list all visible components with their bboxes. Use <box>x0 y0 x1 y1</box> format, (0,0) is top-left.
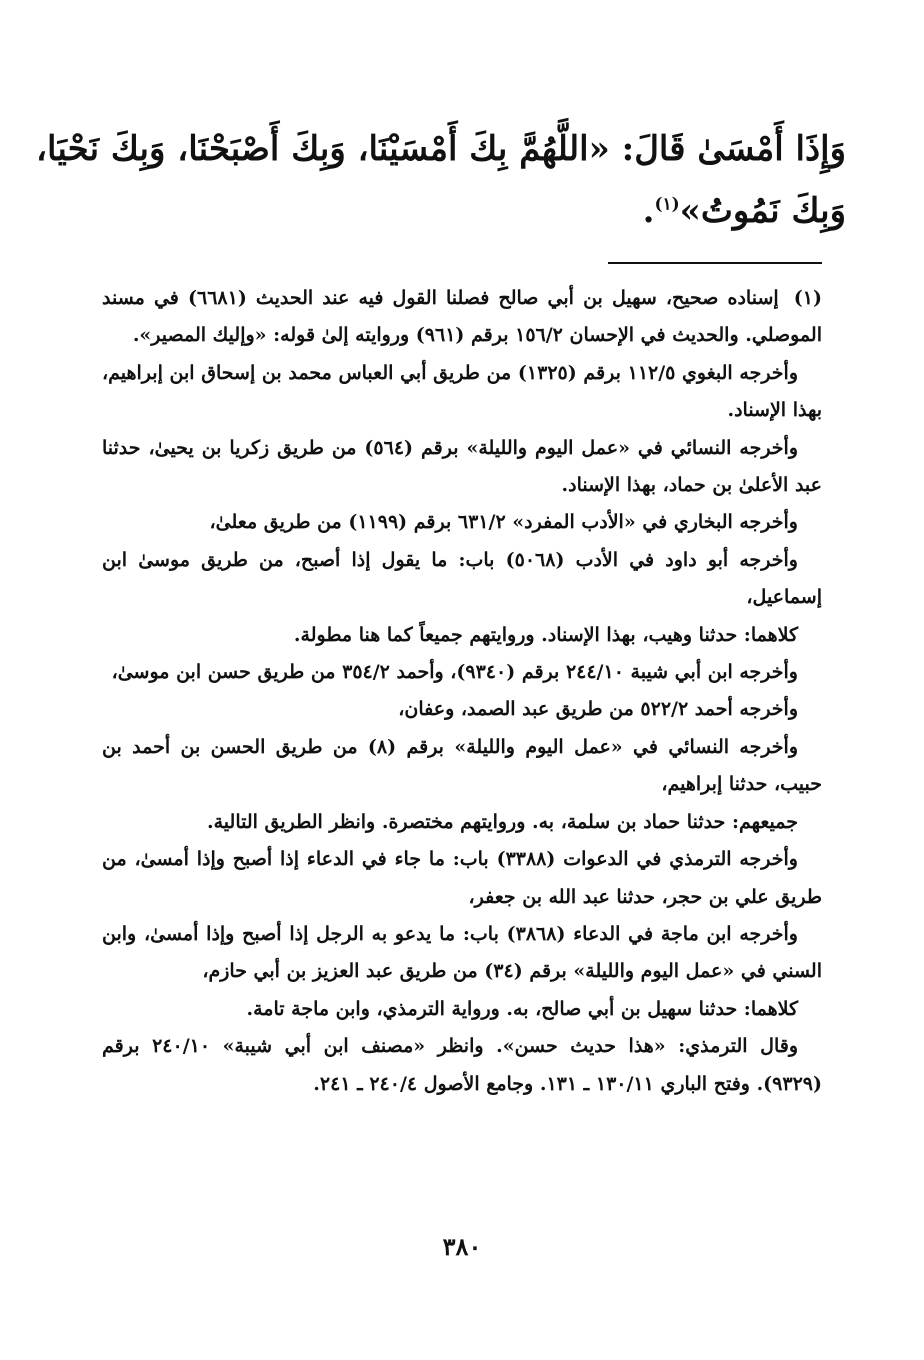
footnote-paragraph: وأخرجه البخاري في «الأدب المفرد» ٦٣١/٢ برقم (١١٩٩) من طريق معلىٰ، <box>209 511 798 534</box>
footnote-reference: (١) <box>654 194 680 215</box>
hadith-line-1: وَإِذَا أَمْسَىٰ قَالَ: «اللَّهُمَّ بِكَ أَمْسَيْنَا، وَبِكَ أَصْبَحْنَا، وَبِكَ نَحْيَا، <box>36 129 846 169</box>
footnote-paragraph: كلاهما: حدثنا سهيل بن أبي صالح، به. ورواية الترمذي، وابن ماجة تامة. <box>246 997 798 1020</box>
hadith-line-2-end: . <box>642 191 655 231</box>
footnote-paragraph: وأخرجه أحمد ٥٢٢/٢ من طريق عبد الصمد، وعفان، <box>398 698 798 721</box>
footnote-paragraph: وأخرجه الترمذي في الدعوات (٣٣٨٨) باب: ما جاء في الدعاء إذا أصبح وإذا أمسىٰ، من طريق علي بن حجر، حدثنا عبد الله بن جعفر، <box>102 848 822 908</box>
hadith-line-2 <box>86 180 846 242</box>
footnote-paragraph: وأخرجه ابن ماجة في الدعاء (٣٨٦٨) باب: ما يدعو به الرجل إذا أصبح وإذا أمسىٰ، وابن السني في «عمل اليوم والليلة» برقم (٣٤) من طريق عبد العزيز بن أبي حازم، <box>102 922 822 983</box>
hadith-text <box>36 118 846 242</box>
footnote-paragraph: كلاهما: حدثنا وهيب، بهذا الإسناد. وروايتهم جميعاً كما هنا مطولة. <box>293 623 798 646</box>
hadith-line-2-text: وَبِكَ نَمُوتُ» <box>679 191 846 231</box>
footnote-paragraph: وأخرجه ابن أبي شيبة ٢٤٤/١٠ برقم (٩٣٤٠)، وأحمد ٣٥٤/٢ من طريق حسن ابن موسىٰ، <box>111 661 798 684</box>
footnote-paragraph: وأخرجه أبو داود في الأدب (٥٠٦٨) باب: ما يقول إذا أصبح، من طريق موسىٰ ابن إسماعيل، <box>102 548 822 609</box>
page-number: ٣٨٠ <box>442 1232 482 1261</box>
footnote-paragraph: وقال الترمذي: «هذا حديث حسن». وانظر «مصنف ابن أبي شيبة» ٢٤٠/١٠ برقم (٩٣٢٩). وفتح الباري ١٣٠/١١ ـ ١٣١. وجامع الأصول ٢٤٠/٤ ـ ٢٤١. <box>102 1035 822 1095</box>
footnotes-section <box>102 280 822 1103</box>
footnote-number: (١) <box>793 287 822 309</box>
footnote-paragraph: وأخرجه النسائي في «عمل اليوم والليلة» برقم (٥٦٤) من طريق زكريا بن يحيىٰ، حدثنا عبد الأعلىٰ بن حماد، بهذا الإسناد. <box>102 436 822 497</box>
footnote-paragraph: وأخرجه النسائي في «عمل اليوم والليلة» برقم (٨) من طريق الحسن بن أحمد بن حبيب، حدثنا إبراهيم، <box>102 735 822 796</box>
footnote-separator <box>608 262 822 264</box>
footnote-paragraph: وأخرجه البغوي ١١٢/٥ برقم (١٣٢٥) من طريق أبي العباس محمد بن إسحاق ابن إبراهيم، بهذا الإسناد. <box>102 361 822 422</box>
footnote-paragraph: (١) إسناده صحيح، سهيل بن أبي صالح فصلنا القول فيه عند الحديث (٦٦٨١) في مسند الموصلي. والحديث في الإحسان ١٥٦/٢ برقم (٩٦١) وروايته إلىٰ قوله: «وإليك المصير». <box>102 287 822 347</box>
footnote-paragraph: جميعهم: حدثنا حماد بن سلمة، به. وروايتهم مختصرة. وانظر الطريق التالية. <box>207 810 798 833</box>
